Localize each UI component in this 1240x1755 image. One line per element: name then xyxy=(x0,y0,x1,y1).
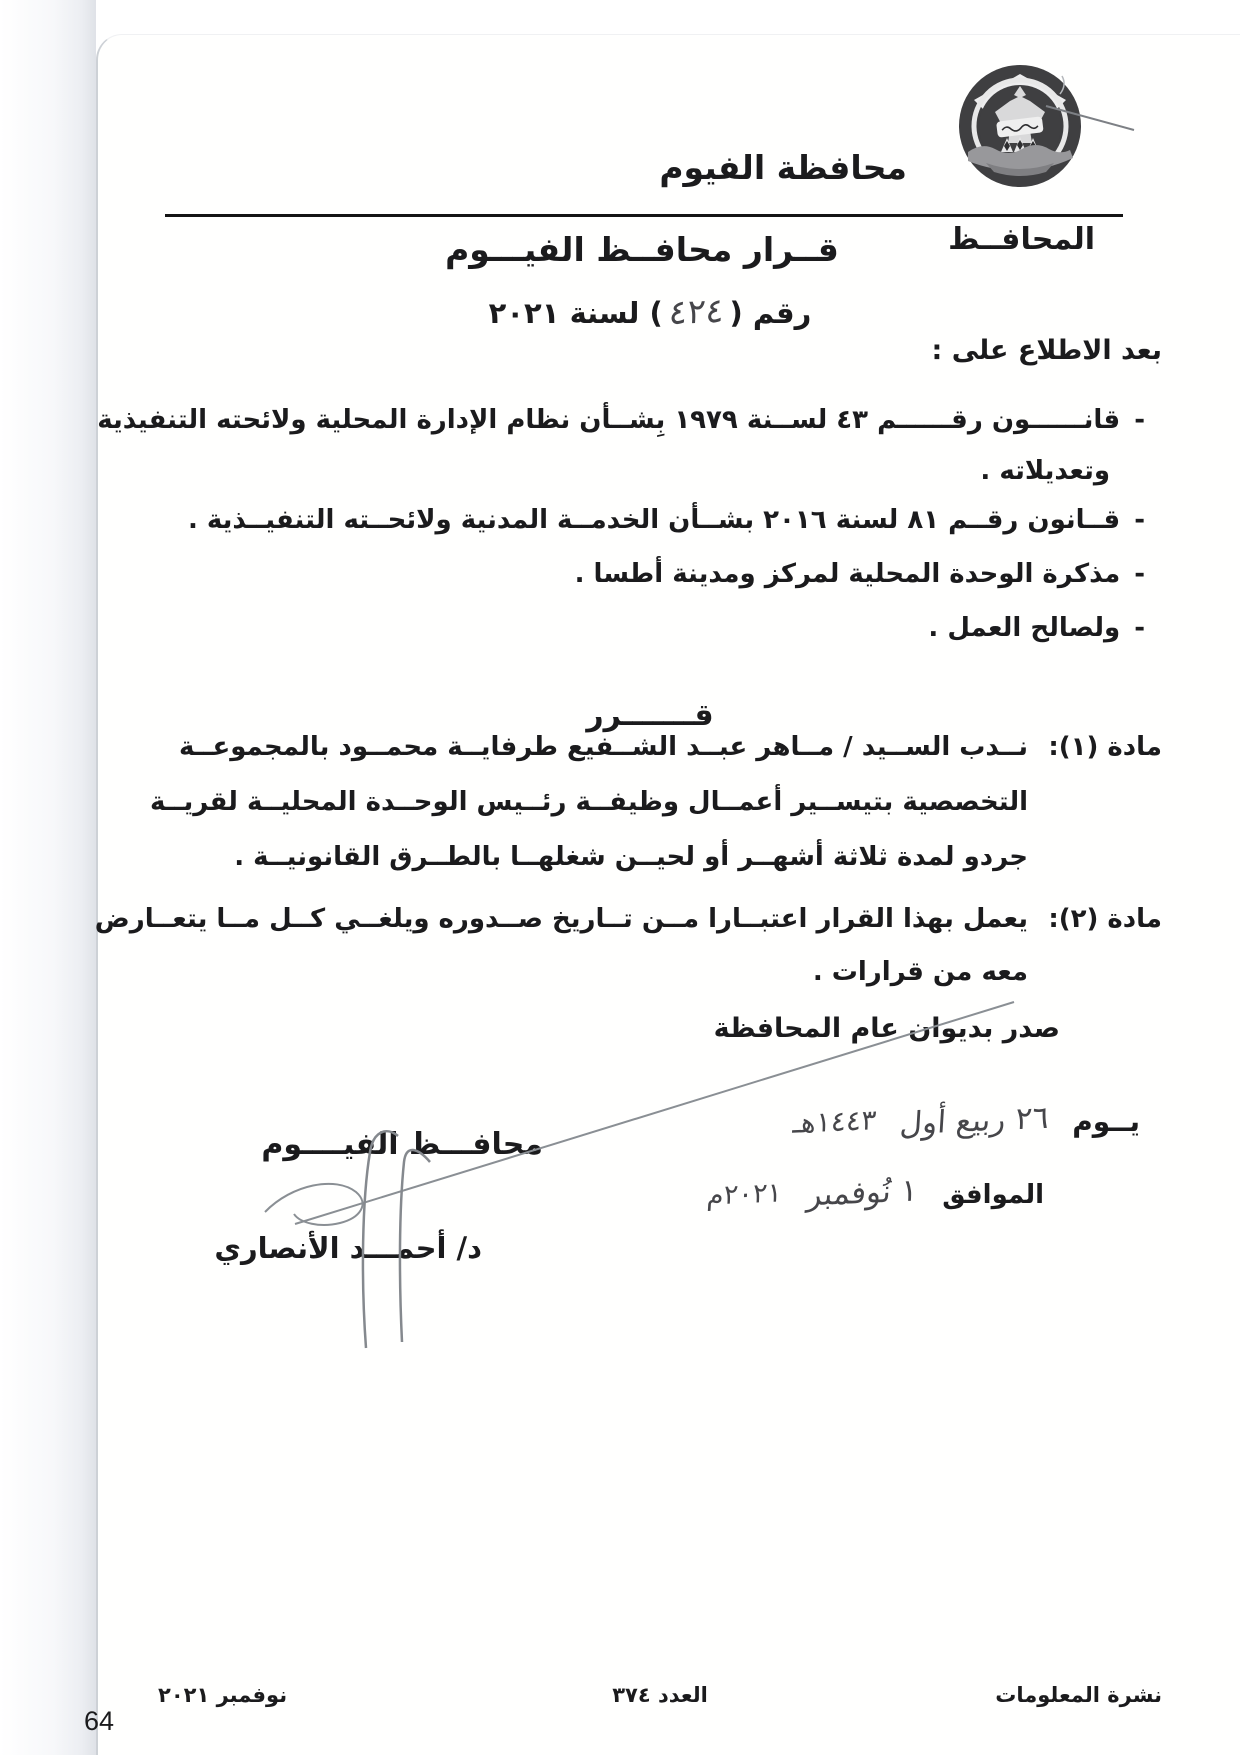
article-1-line: نــدب الســيد / مــاهر عبــد الشــفيع طرفايــة محمــود بالمجموعــة xyxy=(178,732,1028,762)
decree-number-suffix: ) لسنة ٢٠٢١ xyxy=(488,296,663,330)
signatory-name: د/ أحمـــد الأنصاري xyxy=(214,1231,482,1265)
signature-ink-strokes xyxy=(240,980,1040,1370)
preamble-item xyxy=(575,558,1145,591)
article-1-line: جردو لمدة ثلاثة أشهــر أو لحيــن شغلهــا بالطــرق القانونيــة . xyxy=(234,842,1028,872)
issued-at-line: صدر بديوان عام المحافظة xyxy=(713,1013,1060,1044)
preamble-item-text: قانــــــون رقــــــم ٤٣ لســنة ١٩٧٩ بِشــأن نظام الإدارة المحلية ولائحته التنفيذية xyxy=(97,405,1121,435)
article-2-line: معه من قرارات . xyxy=(812,957,1028,987)
gregorian-day-handwritten: ١ نُوفمبر xyxy=(805,1172,919,1214)
gregorian-year-handwritten: ٢٠٢١م xyxy=(705,1177,783,1212)
header-divider xyxy=(165,214,1123,217)
hijri-day-handwritten: ٢٦ ربيع أول xyxy=(898,1099,1050,1143)
article-1-label: مادة (١): xyxy=(1048,732,1162,762)
preamble-item-text: مذكرة الوحدة المحلية لمركز ومدينة أطسا . xyxy=(574,559,1121,589)
decree-number-handwritten: ٤٢٤ xyxy=(667,290,725,334)
hijri-year-handwritten: ١٤٤٣هـ xyxy=(791,1103,878,1140)
bullet-dash: - xyxy=(1134,505,1145,535)
role-title: المحافــظ xyxy=(948,222,1095,257)
bullet-dash: - xyxy=(1134,613,1145,643)
gregorian-prefix: الموافق xyxy=(942,1180,1044,1210)
decree-number-line xyxy=(450,291,850,334)
preamble-item xyxy=(928,612,1145,645)
footer-month: نوفمبر ٢٠٢١ xyxy=(158,1683,288,1707)
article-2-line: يعمل بهذا القرار اعتبــارا مــن تــاريخ صــدوره ويلغــي كــل مــا يتعــارض xyxy=(94,904,1028,934)
footer-bulletin: نشرة المعلومات xyxy=(995,1683,1162,1707)
scan-margin xyxy=(0,0,96,1755)
footer-issue: العدد ٣٧٤ xyxy=(612,1683,708,1707)
pen-stroke-artifact xyxy=(1030,66,1150,146)
preamble-item xyxy=(188,504,1145,537)
org-name: محافظة الفيوم xyxy=(659,148,907,187)
preamble-item-text: قــانون رقــم ٨١ لسنة ٢٠١٦ بشــأن الخدمــة المدنية ولائحــته التنفيــذية . xyxy=(187,505,1121,535)
preamble-item xyxy=(97,404,1145,437)
bullet-dash: - xyxy=(1134,559,1145,589)
day-prefix: يــوم xyxy=(1072,1105,1140,1138)
bullet-dash: - xyxy=(1134,405,1145,435)
article-2-label: مادة (٢): xyxy=(1048,904,1162,934)
decree-heading: قـــــــرر xyxy=(586,698,714,733)
article-1-line: التخصصية بتيســير أعمــال وظيفــة رئــيس الوحــدة المحليــة لقريــة xyxy=(149,787,1028,817)
signatory-title: محافـــظ الفيــــوم xyxy=(261,1127,543,1162)
preamble-item-text: ولصالح العمل . xyxy=(928,613,1121,643)
decree-title: قــرار محافــظ الفيـــوم xyxy=(445,230,839,269)
preamble-heading: بعد الاطلاع على : xyxy=(931,335,1162,366)
page-number: 64 xyxy=(84,1706,115,1736)
preamble-item-continuation: وتعديلاته . xyxy=(980,456,1110,486)
decree-number-prefix: رقم ( xyxy=(729,296,812,330)
